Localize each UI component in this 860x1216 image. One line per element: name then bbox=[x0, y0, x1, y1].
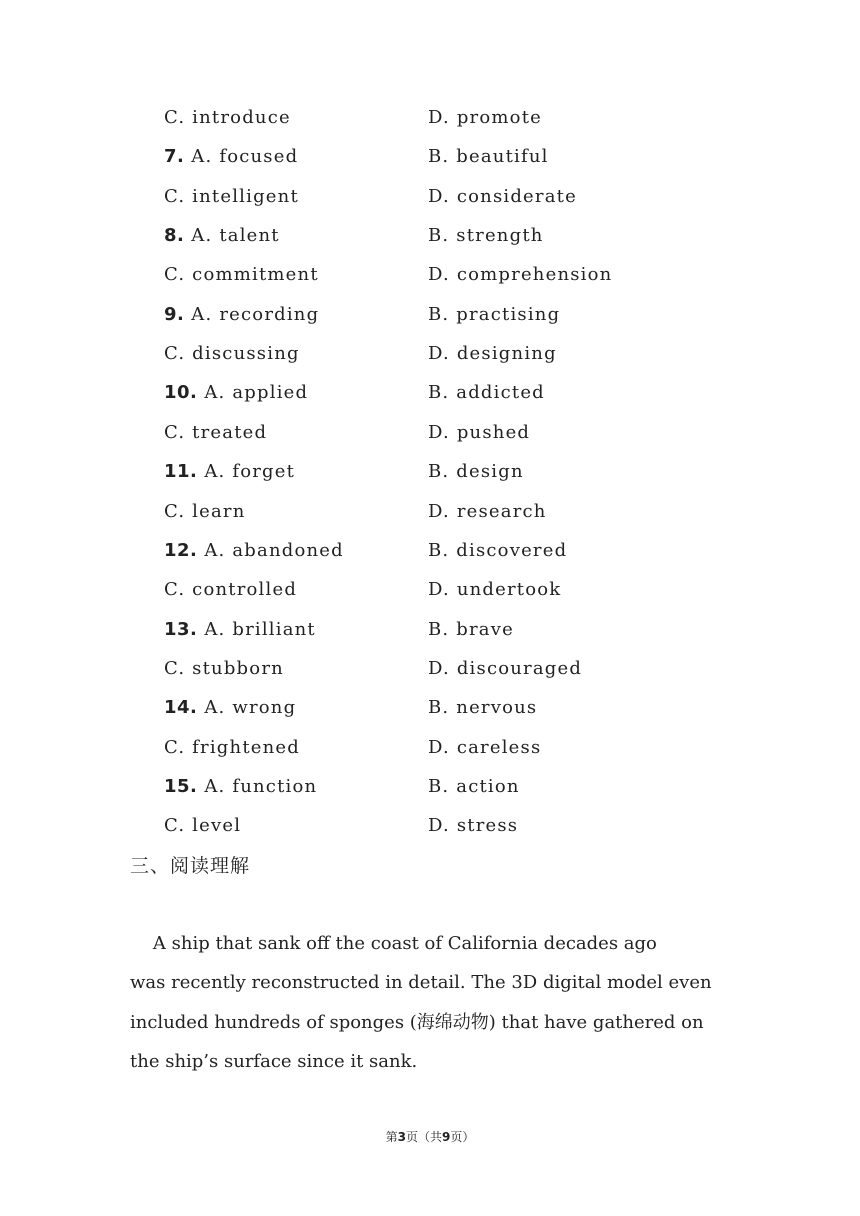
option-right-text: B. nervous bbox=[428, 697, 538, 719]
option-left-text: A. abandoned bbox=[204, 539, 344, 561]
option-row bbox=[0, 300, 860, 330]
option-row bbox=[0, 418, 860, 448]
option-left-text: C. discussing bbox=[164, 343, 300, 365]
option-left bbox=[164, 182, 299, 212]
option-left bbox=[164, 654, 284, 684]
passage-line: included hundreds of sponges (海绵动物) that have gathered on bbox=[130, 1011, 704, 1033]
option-left-text: A. focused bbox=[191, 146, 299, 168]
option-left-text: C. stubborn bbox=[164, 657, 284, 679]
option-row bbox=[0, 772, 860, 802]
question-number: 15. bbox=[164, 775, 198, 797]
question-number: 7. bbox=[164, 146, 185, 168]
option-right-text: D. considerate bbox=[428, 185, 577, 207]
question-number: 9. bbox=[164, 303, 185, 325]
footer-page-number: 3 bbox=[397, 1130, 406, 1144]
option-right-text: D. promote bbox=[428, 107, 542, 128]
option-right-text: D. designing bbox=[428, 343, 557, 365]
option-row bbox=[0, 457, 860, 487]
option-right-text: B. addicted bbox=[428, 382, 545, 404]
footer-total-pages: 9 bbox=[442, 1130, 451, 1144]
option-row bbox=[0, 378, 860, 408]
option-right-text: B. brave bbox=[428, 618, 514, 640]
option-left bbox=[164, 300, 319, 330]
option-row bbox=[0, 221, 860, 251]
option-row bbox=[0, 339, 860, 369]
option-right-text: B. beautiful bbox=[428, 146, 549, 168]
option-left-text: A. applied bbox=[204, 382, 309, 404]
footer-mid: 页（共 bbox=[405, 1130, 442, 1144]
option-row bbox=[0, 182, 860, 212]
option-row bbox=[0, 497, 860, 527]
option-right-text: D. research bbox=[428, 500, 547, 522]
option-row bbox=[0, 811, 860, 841]
passage-line: was recently reconstructed in detail. The 3D digital model even bbox=[130, 972, 712, 994]
option-left bbox=[164, 575, 297, 605]
section-title: 三、阅读理解 bbox=[130, 855, 251, 877]
option-left bbox=[164, 103, 291, 133]
option-row bbox=[0, 693, 860, 723]
option-left-text: C. frightened bbox=[164, 736, 300, 758]
option-row bbox=[0, 536, 860, 566]
footer-suffix: 页） bbox=[450, 1130, 475, 1144]
option-right-text: D. discouraged bbox=[428, 657, 583, 679]
option-left-text: A. talent bbox=[191, 225, 280, 247]
option-left bbox=[164, 693, 296, 723]
option-left bbox=[164, 536, 344, 566]
option-left-text: C. commitment bbox=[164, 264, 319, 286]
option-left-text: C. treated bbox=[164, 421, 268, 443]
question-number: 13. bbox=[164, 618, 198, 640]
option-left bbox=[164, 378, 308, 408]
option-row bbox=[0, 615, 860, 645]
option-right-text: D. careless bbox=[428, 736, 542, 758]
option-right-text: D. comprehension bbox=[428, 264, 613, 286]
option-left-text: C. intelligent bbox=[164, 185, 299, 207]
question-number: 11. bbox=[164, 461, 198, 483]
option-row bbox=[0, 733, 860, 763]
option-left bbox=[164, 811, 241, 841]
option-left-text: C. introduce bbox=[164, 107, 291, 128]
option-row bbox=[0, 260, 860, 290]
option-left-text: A. forget bbox=[204, 461, 296, 483]
option-left-text: A. wrong bbox=[204, 697, 297, 719]
option-right-text: D. pushed bbox=[428, 421, 531, 443]
option-right-text: B. practising bbox=[428, 303, 561, 325]
option-left bbox=[164, 221, 280, 251]
option-right-text: B. strength bbox=[428, 225, 544, 247]
question-number: 8. bbox=[164, 225, 185, 247]
option-right-text: B. action bbox=[428, 775, 520, 797]
option-left bbox=[164, 733, 300, 763]
option-left-text: A. recording bbox=[191, 303, 320, 325]
option-left bbox=[164, 457, 295, 487]
question-number: 14. bbox=[164, 697, 198, 719]
option-left-text: C. level bbox=[164, 815, 242, 837]
question-number: 10. bbox=[164, 382, 198, 404]
option-right-text: D. undertook bbox=[428, 579, 562, 601]
option-right-text: B. discovered bbox=[428, 539, 568, 561]
option-left bbox=[164, 142, 298, 172]
option-row bbox=[0, 142, 860, 172]
option-left bbox=[164, 772, 317, 802]
option-left-text: A. brilliant bbox=[204, 618, 316, 640]
option-left bbox=[164, 260, 319, 290]
option-row bbox=[0, 654, 860, 684]
page-footer bbox=[0, 1128, 860, 1145]
option-left-text: C. learn bbox=[164, 500, 246, 522]
option-left bbox=[164, 418, 267, 448]
option-right-text: B. design bbox=[428, 461, 524, 483]
option-left-text: A. function bbox=[204, 775, 318, 797]
option-row bbox=[0, 103, 860, 133]
option-left bbox=[164, 497, 246, 527]
option-row bbox=[0, 575, 860, 605]
passage-line: A ship that sank off the coast of California decades ago bbox=[130, 933, 657, 954]
option-right-text: D. stress bbox=[428, 815, 519, 837]
question-number: 12. bbox=[164, 539, 198, 561]
option-left-text: C. controlled bbox=[164, 579, 298, 601]
footer-prefix: 第 bbox=[385, 1130, 398, 1144]
option-left bbox=[164, 339, 300, 369]
option-left bbox=[164, 615, 316, 645]
passage-line: the ship’s surface since it sank. bbox=[130, 1050, 418, 1072]
